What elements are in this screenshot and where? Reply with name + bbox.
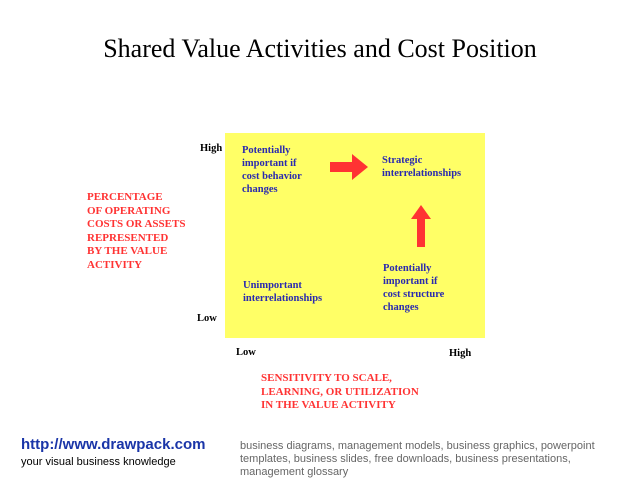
x-axis-low-label: Low xyxy=(236,347,256,358)
quadrant-bottom-right: Potentially important if cost structure changes xyxy=(383,263,445,313)
x-axis-label: SENSITIVITY TO SCALE, LEARNING, OR UTILIZATION IN THE VALUE ACTIVITY xyxy=(261,372,419,411)
quadrant-bottom-left: Unimportant interrelationships xyxy=(243,280,323,304)
footer-keywords: business diagrams, management models, business graphics, powerpoint templates, business slides, free downloads, business presentations, management glossary xyxy=(240,440,595,478)
matrix-quadrant xyxy=(225,133,485,338)
footer-tagline: your visual business knowledge xyxy=(21,456,176,468)
y-axis-high-label: High xyxy=(200,143,223,154)
arrow-up-icon xyxy=(411,205,431,247)
page-title: Shared Value Activities and Cost Position xyxy=(103,34,537,63)
y-axis-label: PERCENTAGE OF OPERATING COSTS OR ASSETS REPRESENTED BY THE VALUE ACTIVITY xyxy=(87,191,186,271)
arrow-right-icon xyxy=(330,154,368,180)
footer-url-link[interactable]: http://www.drawpack.com xyxy=(21,436,206,453)
quadrant-top-right: Strategic interrelationships xyxy=(382,155,462,179)
y-axis-low-label: Low xyxy=(197,313,217,324)
quadrant-top-left: Potentially important if cost behavior changes xyxy=(242,145,302,195)
x-axis-high-label: High xyxy=(449,348,472,359)
